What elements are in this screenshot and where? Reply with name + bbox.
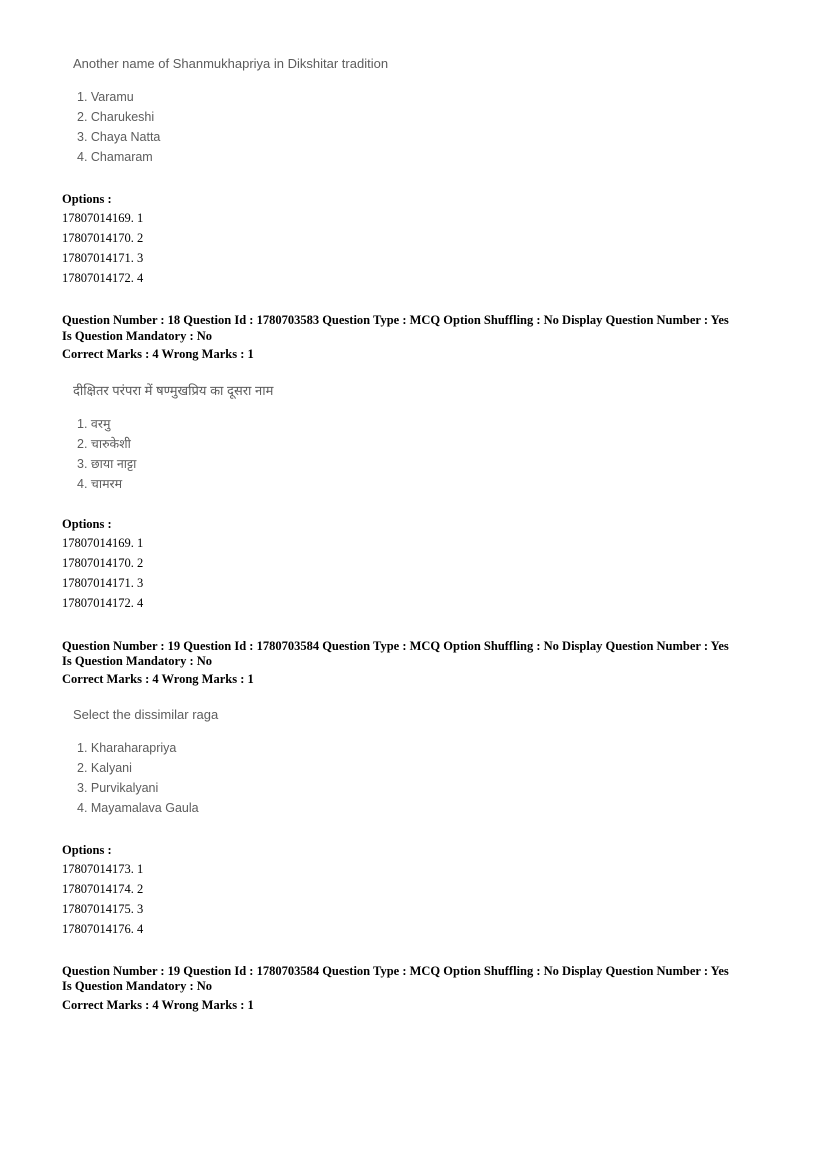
question-marks: Correct Marks : 4 Wrong Marks : 1	[62, 998, 254, 1012]
question-text: दीक्षितर परंपरा में षण्मुखप्रिय का दूसरा नाम	[73, 383, 274, 398]
option-id: 17807014172. 4	[62, 596, 144, 610]
option-id: 17807014173. 1	[62, 862, 144, 876]
answer-option: 2. Kalyani	[77, 761, 132, 775]
answer-option: 3. Chaya Natta	[77, 130, 161, 144]
question-mandatory: Is Question Mandatory : No	[62, 654, 213, 668]
answer-option: 1. Kharaharapriya	[77, 741, 177, 755]
answer-option: 4. Mayamalava Gaula	[77, 801, 199, 815]
question-header: Question Number : 19 Question Id : 1780703584 Question Type : MCQ Option Shuffling : No Display Question Number : Yes	[62, 964, 729, 978]
option-id: 17807014176. 4	[62, 922, 144, 936]
options-label: Options :	[62, 843, 112, 857]
question-marks: Correct Marks : 4 Wrong Marks : 1	[62, 347, 254, 361]
option-id: 17807014170. 2	[62, 231, 144, 245]
option-id: 17807014175. 3	[62, 902, 144, 916]
option-id: 17807014170. 2	[62, 556, 144, 570]
option-id: 17807014171. 3	[62, 251, 144, 265]
answer-option: 4. चामरम	[77, 477, 123, 491]
answer-option: 1. वरमु	[77, 417, 111, 431]
question-image	[62, 381, 482, 496]
answer-option: 2. चारुकेशी	[77, 437, 131, 451]
question-image	[62, 56, 482, 171]
question-text: Another name of Shanmukhapriya in Dikshitar tradition	[73, 56, 389, 71]
option-id: 17807014169. 1	[62, 536, 144, 550]
option-id: 17807014174. 2	[62, 882, 144, 896]
option-id: 17807014171. 3	[62, 576, 144, 590]
options-label: Options :	[62, 517, 112, 531]
option-id: 17807014169. 1	[62, 211, 144, 225]
question-header: Question Number : 19 Question Id : 1780703584 Question Type : MCQ Option Shuffling : No Display Question Number : Yes	[62, 639, 729, 653]
question-mandatory: Is Question Mandatory : No	[62, 979, 213, 993]
question-header: Question Number : 18 Question Id : 1780703583 Question Type : MCQ Option Shuffling : No Display Question Number : Yes	[62, 313, 729, 327]
answer-option: 3. छाया नाट्टा	[77, 457, 137, 471]
answer-option: 3. Purvikalyani	[77, 781, 159, 795]
answer-option: 1. Varamu	[77, 90, 134, 104]
question-mandatory: Is Question Mandatory : No	[62, 329, 213, 343]
answer-option: 2. Charukeshi	[77, 110, 155, 124]
question-image	[62, 707, 482, 822]
options-label: Options :	[62, 192, 112, 206]
answer-option: 4. Chamaram	[77, 150, 153, 164]
question-text: Select the dissimilar raga	[73, 707, 219, 722]
option-id: 17807014172. 4	[62, 271, 144, 285]
question-marks: Correct Marks : 4 Wrong Marks : 1	[62, 672, 254, 686]
